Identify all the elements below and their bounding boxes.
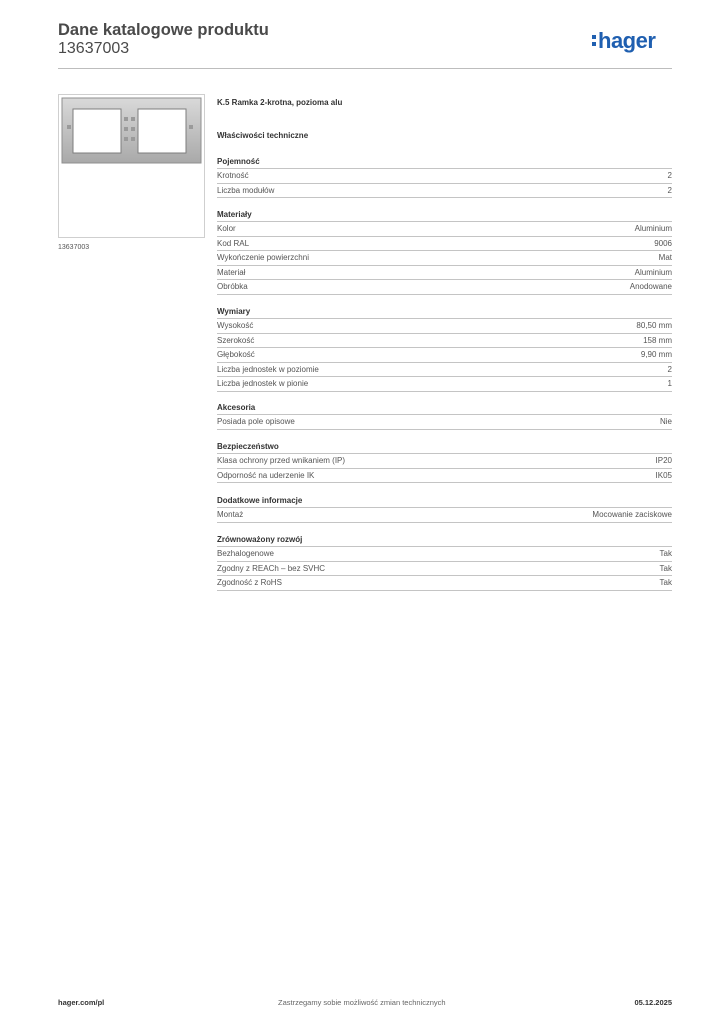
spec-key: Głębokość xyxy=(217,350,255,359)
spec-value: 158 mm xyxy=(643,335,672,345)
spec-value: Tak xyxy=(659,578,672,587)
section-bottom-rule xyxy=(217,482,672,483)
spec-key: Klasa ochrony przed wnikaniem (IP) xyxy=(217,456,346,465)
spec-value: Anodowane xyxy=(629,282,672,291)
spec-row xyxy=(217,221,672,236)
spec-key: Kolor xyxy=(217,224,236,233)
footer-website[interactable]: hager.com/pl xyxy=(58,998,105,1007)
spec-row xyxy=(217,168,672,183)
spec-value: Tak xyxy=(659,563,672,573)
spec-row xyxy=(217,347,672,362)
spec-value: 2 xyxy=(667,364,672,374)
spec-row xyxy=(217,265,672,280)
spec-row xyxy=(217,546,672,561)
spec-row xyxy=(217,362,672,377)
spec-row xyxy=(217,561,672,576)
spec-row xyxy=(217,453,672,468)
image-caption: 13637003 xyxy=(58,244,90,251)
section-bottom-rule xyxy=(217,590,672,591)
section-title: Materiały xyxy=(217,210,252,219)
footer-date: 05.12.2025 xyxy=(634,998,672,1007)
spec-key: Zgodność z RoHS xyxy=(217,578,282,587)
spec-key: Szerokość xyxy=(217,335,255,345)
section-bottom-rule xyxy=(217,391,672,392)
aluminium-double-frame-image xyxy=(59,95,204,237)
spec-key: Posiada pole opisowe xyxy=(217,417,295,426)
page-title: Dane katalogowe produktu xyxy=(58,21,269,39)
spec-row xyxy=(217,468,672,483)
spec-value: Aluminium xyxy=(634,224,672,233)
section-title: Dodatkowe informacje xyxy=(217,496,303,505)
spec-key: Krotność xyxy=(217,171,249,180)
spec-value: 1 xyxy=(667,379,672,388)
technical-properties-title: Właściwości techniczne xyxy=(217,131,309,140)
spec-key: Montaż xyxy=(217,510,244,519)
hager-logo xyxy=(591,29,675,55)
spec-row xyxy=(217,318,672,333)
spec-value: 80,50 mm xyxy=(636,321,672,330)
section-bottom-rule xyxy=(217,294,672,295)
spec-key: Bezhalogenowe xyxy=(217,549,274,558)
spec-value: Tak xyxy=(659,549,672,558)
spec-value: IP20 xyxy=(655,456,672,465)
spec-value: 2 xyxy=(667,185,672,195)
spec-key: Wysokość xyxy=(217,321,254,330)
section-bottom-rule xyxy=(217,429,672,430)
spec-key: Liczba jednostek w poziomie xyxy=(217,364,319,374)
spec-row xyxy=(217,183,672,198)
spec-row xyxy=(217,333,672,348)
product-name: K.5 Ramka 2-krotna, pozioma alu xyxy=(217,98,343,107)
spec-row xyxy=(217,250,672,265)
section-title: Akcesoria xyxy=(217,403,256,412)
section-title: Zrównoważony rozwój xyxy=(217,535,303,544)
section-title: Bezpieczeństwo xyxy=(217,442,279,451)
spec-value: Nie xyxy=(659,417,672,426)
footer-disclaimer: Zastrzegamy sobie możliwość zmian technicznych xyxy=(278,998,446,1007)
product-code: 13637003 xyxy=(58,40,130,57)
spec-row xyxy=(217,236,672,251)
spec-value: 9006 xyxy=(654,238,672,248)
spec-key: Materiał xyxy=(217,267,246,277)
section-bottom-rule xyxy=(217,197,672,198)
spec-key: Wykończenie powierzchni xyxy=(217,253,309,262)
spec-row xyxy=(217,376,672,391)
spec-row xyxy=(217,507,672,522)
product-image xyxy=(58,94,205,238)
spec-key: Odporność na uderzenie IK xyxy=(217,470,315,480)
header-divider xyxy=(58,68,672,69)
svg-text:hager: hager xyxy=(598,29,656,53)
spec-key: Zgodny z REACh – bez SVHC xyxy=(217,563,326,573)
spec-value: Aluminium xyxy=(634,267,672,277)
spec-value: 9,90 mm xyxy=(640,350,672,359)
spec-key: Liczba jednostek w pionie xyxy=(217,379,309,388)
section-title: Wymiary xyxy=(217,307,251,316)
spec-value: Mat xyxy=(658,253,672,262)
spec-row xyxy=(217,279,672,294)
spec-value: IK05 xyxy=(655,470,672,480)
spec-row xyxy=(217,414,672,429)
section-title: Pojemność xyxy=(217,157,260,166)
spec-key: Liczba modułów xyxy=(217,185,275,195)
spec-row xyxy=(217,575,672,590)
section-bottom-rule xyxy=(217,522,672,523)
spec-key: Obróbka xyxy=(217,282,248,291)
spec-value: 2 xyxy=(667,171,672,180)
spec-value: Mocowanie zaciskowe xyxy=(592,510,672,519)
spec-key: Kod RAL xyxy=(217,238,250,248)
